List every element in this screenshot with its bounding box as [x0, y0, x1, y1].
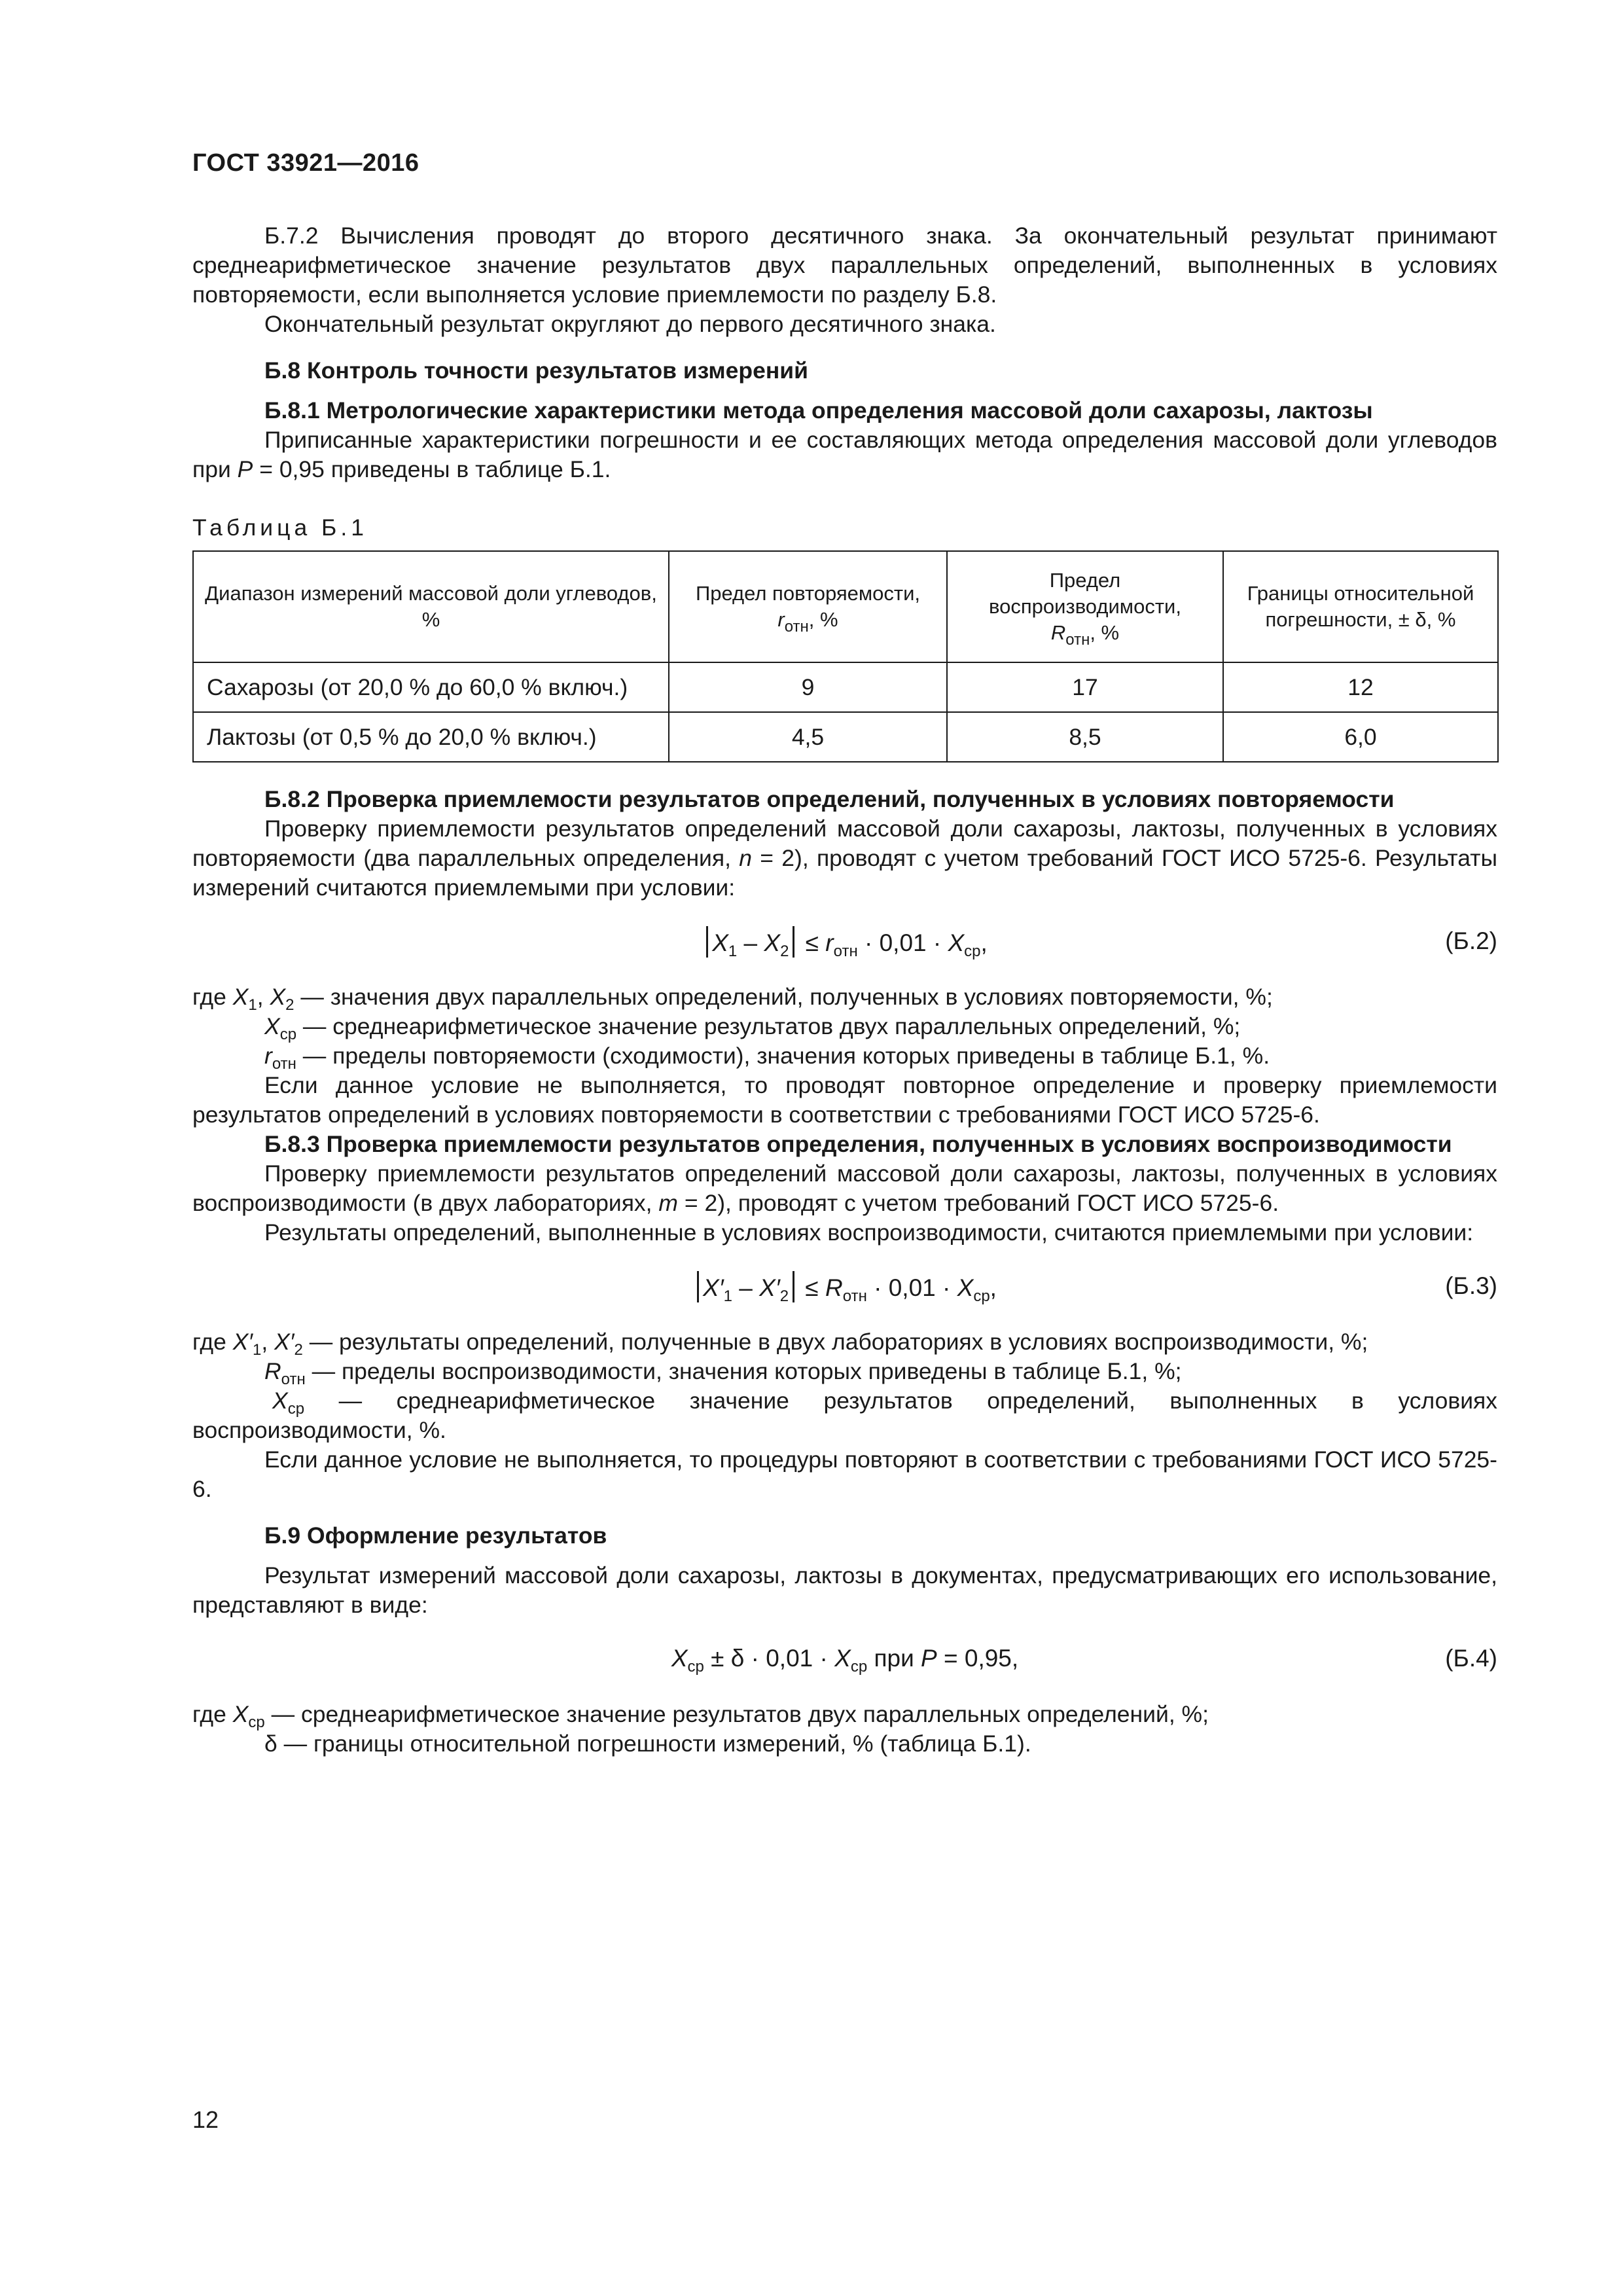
table-row — [193, 712, 1498, 762]
formula-b3 — [192, 1266, 1497, 1312]
document-header: ГОСТ 33921—2016 — [192, 149, 419, 177]
paragraph-b9: Результат измерений массовой доли сахарозы, лактозы в документах, предусматривающих его использование, представляют в виде: — [192, 1562, 1497, 1618]
where-b2-xcp: $X_{ср}$ — среднеарифметическое значение результатов двух параллельных определений, %; — [264, 1013, 1241, 1043]
table-row — [193, 662, 1498, 712]
page-number: 12 — [192, 2106, 219, 2133]
paragraph-b83-fail: Если данное условие не выполняется, то процедуры повторяют в соответствии с требованиями ГОСТ ИСО 5725-6. — [192, 1446, 1497, 1502]
formula-b4-number: (Б.4) — [1445, 1645, 1497, 1672]
where-b2-r: $r_{отн}$ — пределы повторяемости (сходимости), значения которых приведены в таблице Б.1, %. — [264, 1043, 1270, 1073]
formula-b2-number: (Б.2) — [1445, 927, 1497, 954]
heading-b8: Б.8 Контроль точности результатов измерений — [264, 357, 808, 384]
paragraph-b81: Приписанные характеристики погрешности и ее составляющих метода определения массовой доли углеводов при P = 0,95 приведены в таблице Б.1. — [192, 427, 1497, 482]
heading-b9: Б.9 Оформление результатов — [264, 1522, 607, 1549]
paragraph-b83: Проверку приемлемости результатов определений массовой доли сахарозы, лактозы, полученных в условиях воспроизводимости (в двух лабораториях, m = 2), проводят с учетом требований ГОСТ ИСО 5725-6. — [192, 1160, 1497, 1216]
table-cell-r: 4,5 — [669, 712, 947, 762]
table-header-range: Диапазон измерений массовой доли углеводов, % — [193, 551, 669, 662]
table-cell-delta: 12 — [1223, 662, 1498, 712]
table-cell-R: 8,5 — [947, 712, 1223, 762]
formula-b2-expression: $X_1 - X_2 \le r_{отн} \cdot 0,01 \cdot X_{ср}$, — [192, 926, 1497, 958]
formula-b4 — [192, 1638, 1497, 1684]
formula-b2 — [192, 921, 1497, 967]
table-header-reproducibility: Предел воспроизводимости, $R_{отн}$, % — [947, 551, 1223, 662]
table-cell-range: Сахарозы (от 20,0 % до 60,0 % включ.) — [193, 662, 669, 712]
paragraph-rounding: Окончательный результат округляют до первого десятичного знака. — [264, 311, 996, 337]
where-b4-xcp: где $X_{ср}$ — среднеарифметическое значение результатов двух параллельных определений, %; — [192, 1701, 1209, 1731]
heading-b82: Б.8.2 Проверка приемлемости результатов определений, полученных в условиях повторяемости — [264, 786, 1395, 812]
table-header-repeatability: Предел повторяемости, $r_{отн}$, % — [669, 551, 947, 662]
where-b3-xcp: $X_{ср}$ — среднеарифметическое значение результатов определений, выполненных в условиях воспроизводимости, %. — [192, 1388, 1497, 1443]
paragraph-b82-fail: Если данное условие не выполняется, то проводят повторное определение и проверку приемлемости результатов определений в условиях повторяемости в соответствии с требованиями ГОСТ ИСО 5725-6. — [192, 1072, 1497, 1128]
heading-b83: Б.8.3 Проверка приемлемости результатов определения, полученных в условиях воспроизводимости — [264, 1131, 1452, 1157]
metrology-table — [192, 550, 1499, 762]
where-b3-R: $R_{отн}$ — пределы воспроизводимости, значения которых приведены в таблице Б.1, %; — [264, 1358, 1182, 1388]
table-cell-range: Лактозы (от 0,5 % до 20,0 % включ.) — [193, 712, 669, 762]
paragraph-b83-condition: Результаты определений, выполненные в условиях воспроизводимости, считаются приемлемыми при условии: — [264, 1219, 1474, 1246]
table-cell-delta: 6,0 — [1223, 712, 1498, 762]
where-b4-delta: δ — границы относительной погрешности измерений, % (таблица Б.1). — [264, 1731, 1031, 1757]
formula-b3-number: (Б.3) — [1445, 1272, 1497, 1299]
where-b2-x1x2: где $X_1$, $X_2$ — значения двух параллельных определений, полученных в условиях повторяемости, %; — [192, 984, 1273, 1014]
heading-b81: Б.8.1 Метрологические характеристики метода определения массовой доли сахарозы, лактозы — [264, 397, 1373, 423]
table-caption: Таблица Б.1 — [192, 514, 368, 541]
page-content — [192, 221, 1497, 1759]
where-b3-x1x2: где $X'_1$, $X'_2$ — результаты определений, полученные в двух лабораториях в условиях воспроизводимости, %; — [192, 1329, 1368, 1359]
table-header-error-bounds: Границы относительной погрешности, ± δ, % — [1223, 551, 1498, 662]
table-cell-r: 9 — [669, 662, 947, 712]
paragraph-b82: Проверку приемлемости результатов определений массовой доли сахарозы, лактозы, полученных в условиях повторяемости (два параллельных определения, n = 2), проводят с учетом требований ГОСТ ИСО 5725-6. Результаты измерений считаются приемлемыми при условии: — [192, 816, 1497, 901]
table-cell-R: 17 — [947, 662, 1223, 712]
table-header-row — [193, 551, 1498, 662]
formula-b3-expression: $X'_1 - X'_2 \le R_{отн} \cdot 0,01 \cdot X_{ср}$, — [192, 1271, 1497, 1302]
paragraph-b72: Б.7.2 Вычисления проводят до второго десятичного знака. За окончательный результат принимают среднеарифметическое значение результатов двух параллельных определений, выполненных в условиях повторяемости, если выполняется условие приемлемости по разделу Б.8. — [192, 223, 1497, 308]
formula-b4-expression: $X_{ср} \pm \delta \cdot 0,01 \cdot X_{ср}$ при P = 0,95, — [671, 1645, 1019, 1676]
